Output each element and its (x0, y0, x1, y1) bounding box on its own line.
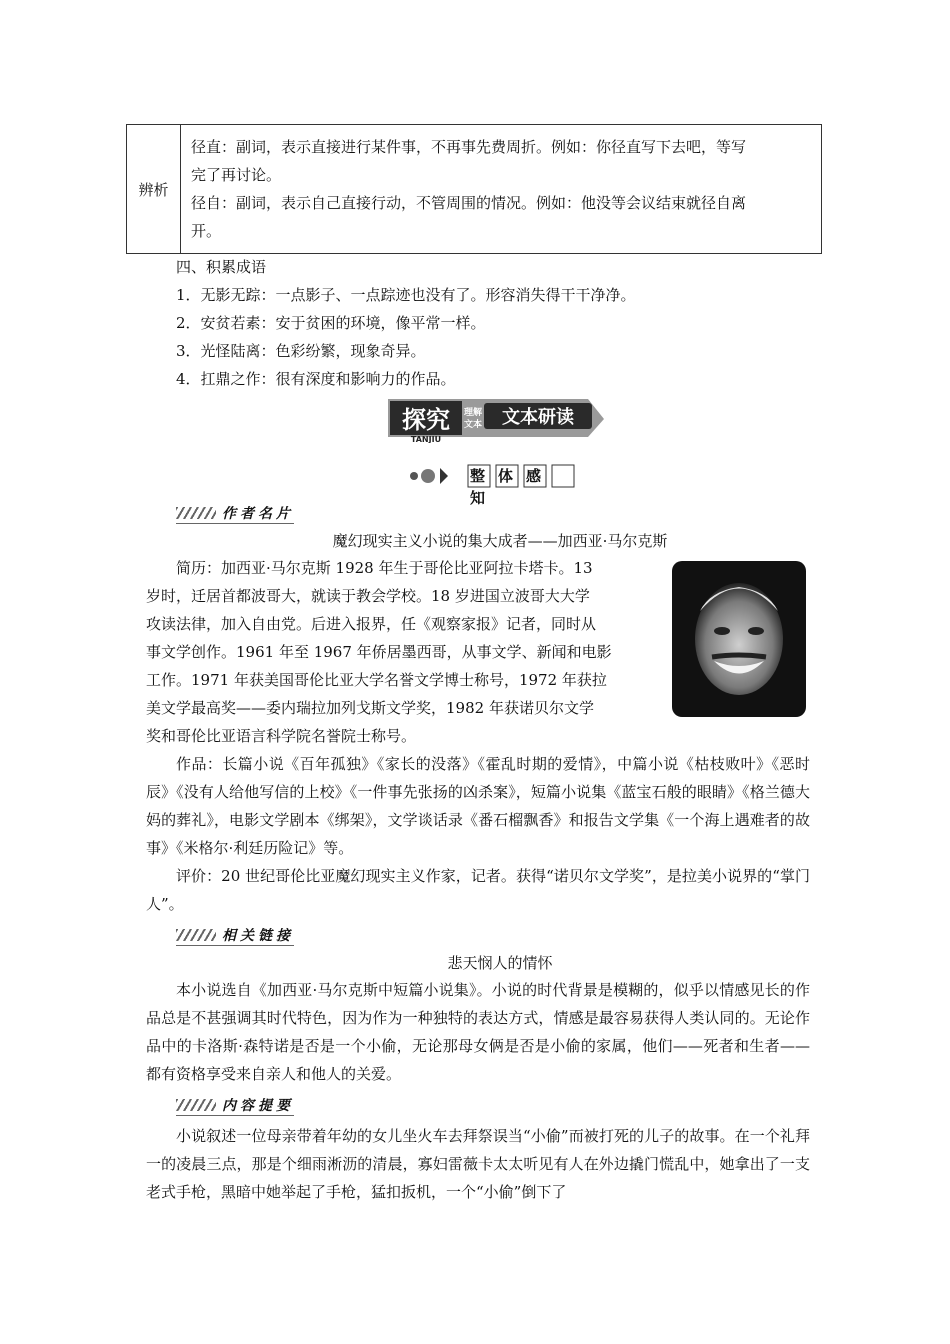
bianxi-table (126, 124, 822, 254)
link-tag (176, 926, 294, 944)
idiom-item: 3．光怪陆离：色彩纷繁，现象奇异。 (176, 342, 426, 360)
summary-text: 小说叙述一位母亲带着年幼的女儿坐火车去拜祭误当“小偷”而被打死的儿子的故事。在一个礼拜一的凌晨三点，那是个细雨淅沥的清晨，寡妇雷薇卡太太听见有人在外边撬门慌乱中，她拿出了一支老式手枪，黑暗中她举起了手枪，猛扣扳机，一个“小偷”倒下了 (146, 1127, 810, 1201)
dot-icon (421, 469, 435, 483)
author-portrait (672, 561, 806, 717)
link-text: 本小说选自《加西亚·马尔克斯中短篇小说集》。小说的时代背景是模糊的，似乎以情感见长的作品总是不甚强调其时代特色，因为作为一种独特的表达方式，情感是最容易获得人类认同的。无论作品中的卡洛斯·森特诺是否是一个小偷，无论那母女俩是否是小偷的家属，他们——死者和生者——都有资格享受来自亲人和他人的关爱。 (146, 981, 810, 1083)
overall-perception-text: 整体感知 (470, 467, 555, 507)
idioms-heading: 四、积累成语 (176, 258, 267, 276)
bianxi-line: 完了再讨论。 (191, 166, 282, 184)
dot-icon (410, 472, 418, 480)
resume-line: 简历：加西亚·马尔克斯 1928 年生于哥伦比亚阿拉卡塔卡。13 (176, 559, 593, 577)
resume-line: 攻读法律，加入自由党。后进入报界，任《观察家报》记者，同时从 (146, 615, 597, 633)
bianxi-line: 径自：副词，表示自己直接行动，不管周围的情况。例如：他没等会议结束就径自离 (191, 194, 747, 212)
banner-main-text: 文本研读 (502, 407, 574, 428)
resume-line: 工作。1971 年获美国哥伦比亚大学名誉文学博士称号，1972 年获拉 (146, 671, 607, 689)
bianxi-content (181, 125, 821, 253)
stripes-icon (176, 1099, 216, 1111)
resume-line: 岁时，迁居首都波哥大，就读于教会学校。18 岁进国立波哥大大学 (146, 587, 590, 605)
idiom-item: 2．安贫若素：安于贫困的环境，像平常一样。 (176, 314, 486, 332)
summary-tag-text: 内容提要 (222, 1098, 294, 1114)
banner-big-text: 探究 (402, 406, 450, 434)
bianxi-line: 径直：副词，表示直接进行某件事，不再事先费周折。例如：你径直写下去吧，等写 (191, 138, 747, 156)
banner-pinyin: TANJIU (410, 435, 442, 443)
bianxi-label: 辨析 (127, 125, 181, 253)
summary-tag (176, 1096, 294, 1114)
link-tag-text: 相关链接 (222, 928, 294, 944)
resume-line: 奖和哥伦比亚语言科学院名誉院士称号。 (146, 727, 417, 745)
author-works: 作品：长篇小说《百年孤独》《家长的没落》《霍乱时期的爱情》，中篇小说《枯枝败叶》《恶时辰》《没有人给他写信的上校》《一件事先张扬的凶杀案》，短篇小说集《蓝宝石般的眼睛》《格兰德大妈的葬礼》，电影文学剧本《绑架》，文学谈话录《番石榴飘香》和报告文学集《一个海上遇难者的故事》《米格尔·利廷历险记》等。 (146, 755, 810, 857)
resume-line: 事文学创作。1961 年至 1967 年侨居墨西哥，从事文学、新闻和电影 (146, 643, 612, 661)
author-evaluation: 评价：20 世纪哥伦比亚魔幻现实主义作家，记者。获得“诺贝尔文学奖”，是拉美小说界的“掌门人”。 (146, 867, 810, 913)
author-resume (146, 554, 666, 750)
author-title: 魔幻现实主义小说的集大成者——加西亚·马尔克斯 (332, 532, 668, 550)
overall-perception-label (406, 462, 576, 507)
idiom-item: 1．无影无踪：一点影子、一点踪迹也没有了。形容消失得干干净净。 (176, 286, 636, 304)
author-tag-text: 作者名片 (222, 506, 294, 522)
arrow-icon (440, 468, 448, 484)
stripes-icon (176, 929, 216, 941)
resume-line: 美文学最高奖——委内瑞拉加列戈斯文学奖，1982 年获诺贝尔文学 (146, 699, 594, 717)
section-banner (388, 397, 606, 443)
banner-small-text: 理解 (463, 408, 483, 418)
idiom-item: 4．扛鼎之作：很有深度和影响力的作品。 (176, 370, 456, 388)
author-tag (176, 504, 294, 522)
banner-small-text: 文本 (463, 420, 483, 430)
bianxi-line: 开。 (191, 222, 222, 240)
stripes-icon (176, 507, 216, 519)
link-title: 悲天悯人的情怀 (447, 954, 553, 972)
